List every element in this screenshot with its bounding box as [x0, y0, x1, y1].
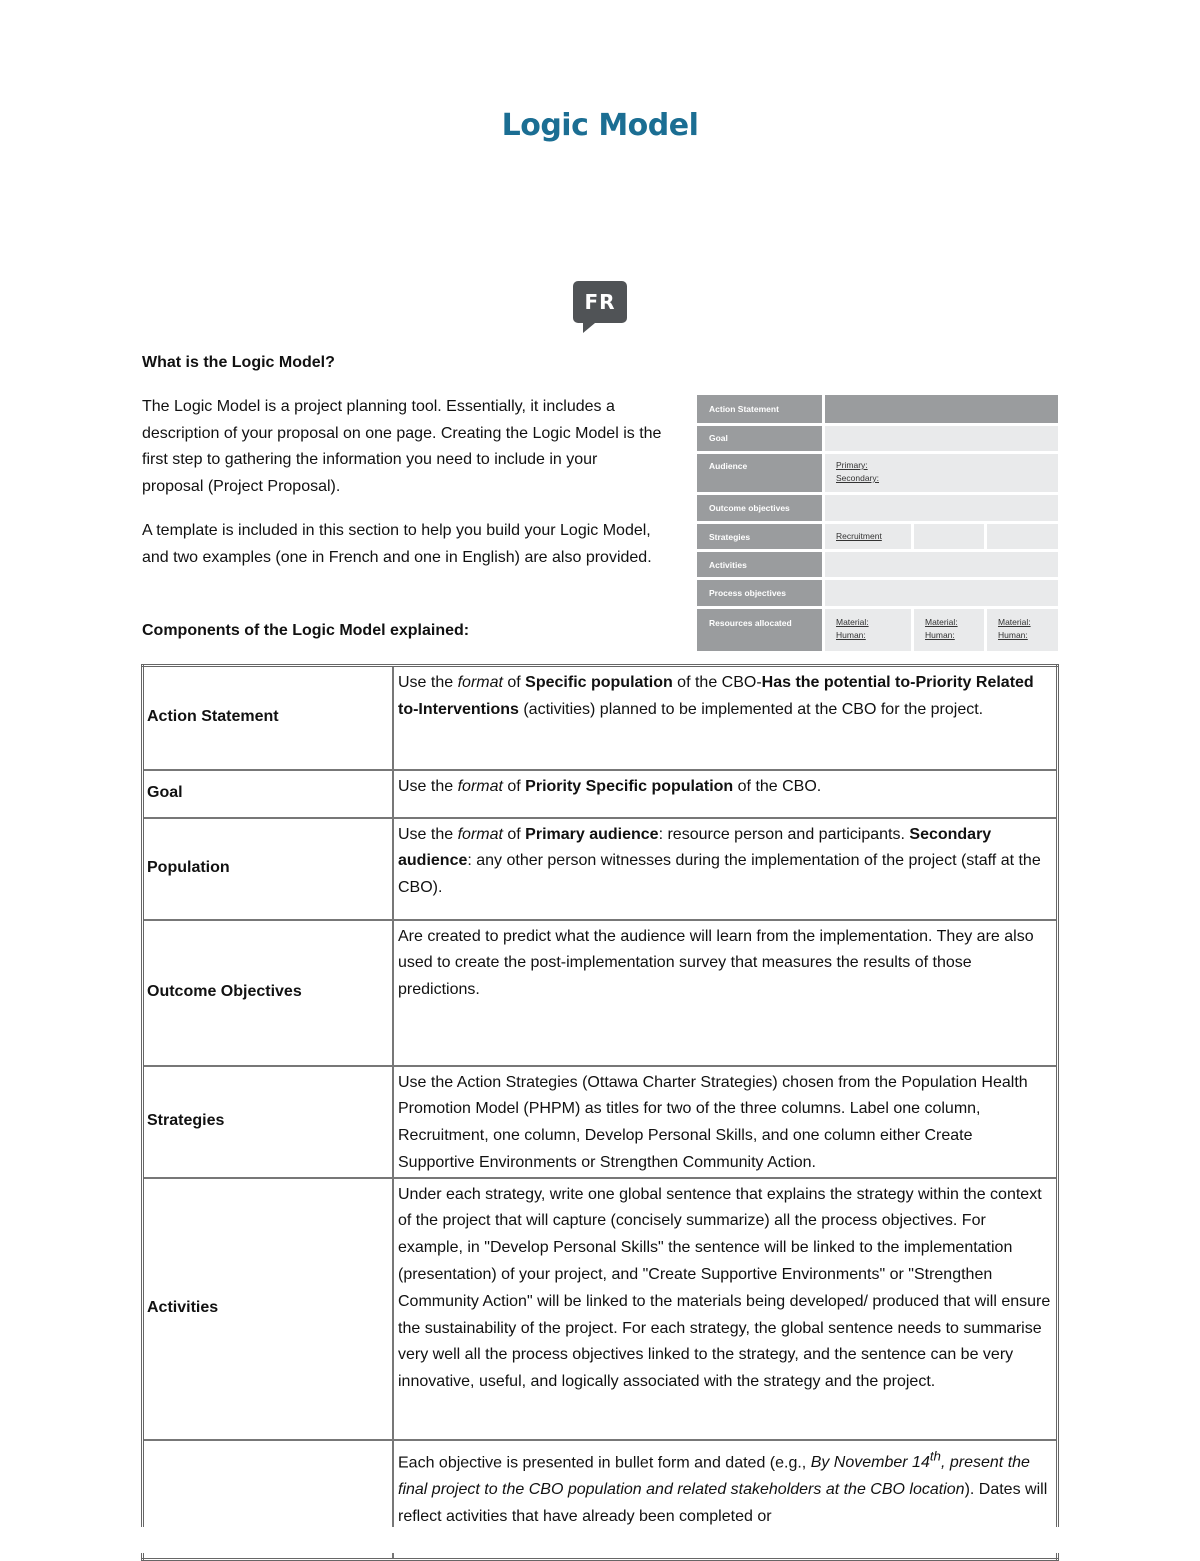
table-row [143, 666, 1058, 770]
thumb-material-label: Material: [925, 617, 958, 627]
component-description: Are created to predict what the audience will learn from the implementation. They are also used to create the post-implementation survey that measures the results of those predictions. [393, 920, 1058, 1066]
component-description: Use the Action Strategies (Ottawa Charter Strategies) chosen from the Population Health Promotion Model (PHPM) as titles for two of the three columns. Label one column, Recruitment, one column, Develop Personal Skills, and one column either Create Supportive Environments or Strengthen Community Action. [393, 1066, 1058, 1178]
thumb-value [825, 426, 1058, 451]
section-heading: What is the Logic Model? [142, 354, 335, 371]
component-description: Use the format of Primary audience: resource person and participants. Secondary audience: any other person witnesses during the implementation of the project (staff at the CBO). [393, 818, 1058, 920]
thumb-primary-label: Primary: [836, 460, 868, 470]
thumb-human-label: Human: [998, 630, 1028, 640]
thumb-value [825, 580, 1058, 606]
component-description: Use the format of Specific population of the CBO-Has the potential to-Priority Related to-Interventions (activities) planned to be implemented at the CBO for the project. [393, 666, 1058, 770]
thumb-audience-value [825, 454, 1058, 492]
intro-paragraph-2: A template is included in this section to help you build your Logic Model, and two examples (one in French and one in English) are also provided. [142, 522, 652, 566]
thumb-recruitment-label: Recruitment [836, 531, 882, 541]
components-table [141, 664, 1059, 1561]
page-bottom-edge [0, 1527, 1200, 1553]
thumb-label-activities: Activities [697, 552, 825, 577]
thumb-strategy-cells [825, 524, 1058, 549]
thumb-label-resources: Resources allocated [697, 609, 825, 651]
thumb-label-outcome-objectives: Outcome objectives [697, 495, 825, 521]
thumb-label-process-objectives: Process objectives [697, 580, 825, 606]
fr-language-badge[interactable]: FR [573, 281, 627, 323]
thumb-label-strategies: Strategies [697, 524, 825, 549]
component-description: Under each strategy, write one global sentence that explains the strategy within the context of the project that will capture (concisely summarize) all the process objectives. For example, in "Develop Personal Skills" the sentence will be linked to the implementation (presentation) of your project, and "Create Supportive Environments" or "Strengthen Community Action" will be linked to the materials being developed/ produced that will ensure the sustainability of the project. For each strategy, the global sentence needs to summarise very well all the process objectives linked to the strategy, and the sentence can be very innovative, useful, and logically associated with the strategy and the project. [393, 1178, 1058, 1440]
thumb-secondary-label: Secondary: [836, 473, 879, 483]
component-name: Action Statement [143, 666, 394, 770]
logic-model-template-thumbnail [697, 395, 1058, 651]
thumb-material-label: Material: [998, 617, 1031, 627]
thumb-value [825, 495, 1058, 521]
component-name: Goal [143, 770, 394, 818]
table-row [143, 1178, 1058, 1440]
thumb-value [825, 395, 1058, 423]
thumb-label-action-statement: Action Statement [697, 395, 825, 423]
table-row [143, 1066, 1058, 1178]
components-heading: Components of the Logic Model explained: [142, 622, 470, 639]
table-row [143, 770, 1058, 818]
thumb-human-label: Human: [836, 630, 866, 640]
component-description: Use the format of Priority Specific population of the CBO. [393, 770, 1058, 818]
page-title: Logic Model [501, 108, 699, 143]
thumb-label-goal: Goal [697, 426, 825, 451]
table-row [143, 920, 1058, 1066]
table-row [143, 818, 1058, 920]
component-name: Population [143, 818, 394, 920]
component-name: Outcome Objectives [143, 920, 394, 1066]
component-description: Each objective is presented in bullet form and dated (e.g., By November 14th, present the final project to the CBO population and related stakeholders at the CBO location). Dates will reflect activities that have already been completed or [393, 1440, 1058, 1560]
intro-paragraph-1: The Logic Model is a project planning tool. Essentially, it includes a description of your proposal on one page. Creating the Logic Model is the first step to gathering the information you need to include in your proposal (Project Proposal). [142, 398, 662, 495]
thumb-label-audience: Audience [697, 454, 825, 492]
component-name: Strategies [143, 1066, 394, 1178]
thumb-material-label: Material: [836, 617, 869, 627]
component-name: Activities [143, 1178, 394, 1440]
thumb-resource-cells [825, 609, 1058, 651]
thumb-value [825, 552, 1058, 577]
thumb-human-label: Human: [925, 630, 955, 640]
